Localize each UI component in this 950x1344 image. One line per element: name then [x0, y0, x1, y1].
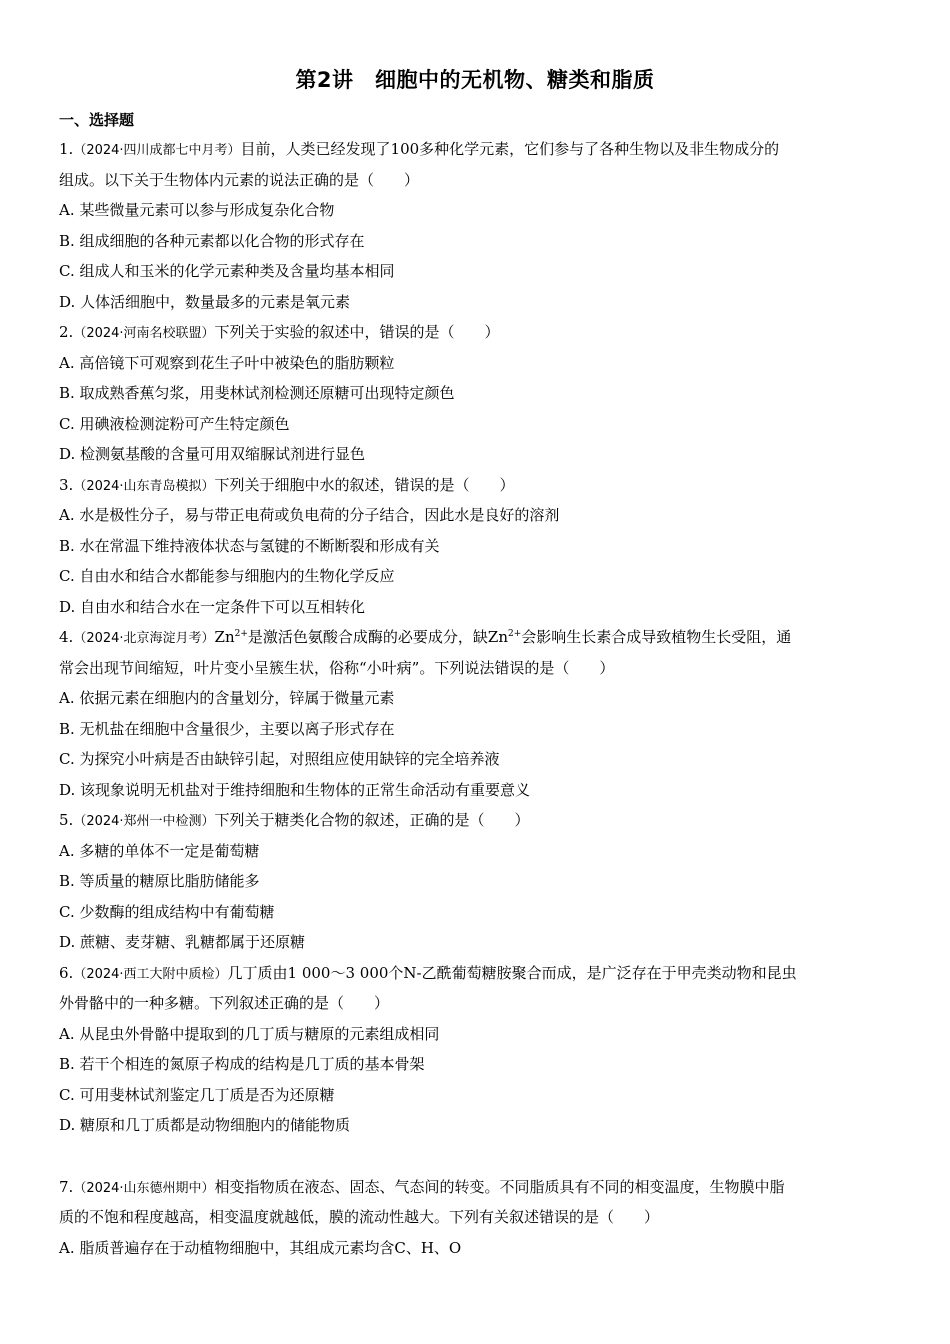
question-text: 是激活色氨酸合成酶的必要成分，缺	[247, 628, 488, 646]
question-6	[59, 958, 891, 1141]
question-text-cont: 会影响生长素合成导致植物生长受阻，通	[521, 628, 792, 646]
option-b[interactable]: B. 若干个相连的氮原子构成的结构是几丁质的基本骨架	[59, 1055, 425, 1073]
option-c[interactable]: C. 用碘液检测淀粉可产生特定颜色	[59, 414, 290, 433]
option-a[interactable]: A. 依据元素在细胞内的含量划分，锌属于微量元素	[59, 689, 395, 707]
question-stem	[59, 470, 891, 501]
option-a[interactable]: A. 某些微量元素可以参与形成复杂化合物	[59, 201, 335, 219]
option-b[interactable]: B. 取成熟香蕉匀浆，用斐林试剂检测还原糖可出现特定颜色	[59, 384, 455, 402]
question-text: 下列关于实验的叙述中，错误的是（ ）	[214, 323, 500, 341]
option-d[interactable]: D. 检测氨基酸的含量可用双缩脲试剂进行显色	[59, 445, 366, 463]
question-source: （2024·河南名校联盟）	[73, 326, 215, 341]
question-5	[59, 805, 891, 958]
option-d[interactable]: D. 蔗糖、麦芽糖、乳糖都属于还原糖	[59, 933, 306, 951]
option-c[interactable]: C. 少数酶的组成结构中有葡萄糖	[59, 902, 275, 921]
option-a[interactable]: A. 脂质普遍存在于动植物细胞中，其组成元素均含C、H、O	[59, 1238, 462, 1257]
option-a[interactable]: A. 水是极性分子，易与带正电荷或负电荷的分子结合，因此水是良好的溶剂	[59, 506, 560, 524]
question-number: 6.	[59, 963, 74, 982]
question-number: 2.	[59, 323, 74, 341]
zinc-charge: 2+	[234, 629, 248, 639]
question-number: 1.	[59, 140, 74, 158]
option-b[interactable]: B. 组成细胞的各种元素都以化合物的形式存在	[59, 231, 365, 250]
option-d[interactable]: D. 人体活细胞中，数量最多的元素是氧元素	[59, 292, 351, 311]
question-list	[59, 134, 891, 1263]
option-c[interactable]: C. 自由水和结合水都能参与细胞内的生物化学反应	[59, 567, 395, 585]
question-number: 3.	[59, 475, 74, 494]
question-source: （2024·山东德州期中）	[73, 1180, 215, 1196]
question-text: 下列关于糖类化合物的叙述，正确的是（ ）	[214, 811, 530, 829]
option-a[interactable]: A. 高倍镜下可观察到花生子叶中被染色的脂肪颗粒	[59, 353, 395, 372]
question-source: （2024·北京海淀月考）	[73, 631, 215, 646]
question-source: （2024·山东青岛模拟）	[73, 478, 215, 494]
question-number: 5.	[59, 811, 74, 829]
question-source: （2024·西工大附中质检）	[73, 966, 228, 982]
question-stem	[59, 958, 891, 989]
option-d[interactable]: D. 自由水和结合水在一定条件下可以互相转化	[59, 597, 366, 616]
question-stem	[59, 317, 891, 348]
question-text: 下列关于细胞中水的叙述，错误的是（ ）	[214, 475, 515, 494]
question-3	[59, 470, 891, 623]
question-text: 目前，人类已经发现了100多种化学元素，它们参与了各种生物以及非生物成分的	[240, 140, 780, 158]
question-stem	[59, 1172, 891, 1203]
spacer	[59, 1141, 891, 1172]
question-stem-cont: 组成。以下关于生物体内元素的说法正确的是（ ）	[59, 170, 420, 189]
question-source: （2024·四川成都七中月考）	[73, 143, 241, 158]
zinc-ion: Zn	[487, 628, 509, 646]
question-text: 相变指物质在液态、固态、气态间的转变。不同脂质具有不同的相变温度，生物膜中脂	[214, 1177, 785, 1196]
question-number: 4.	[59, 628, 74, 646]
option-c[interactable]: C. 可用斐林试剂鉴定几丁质是否为还原糖	[59, 1085, 335, 1104]
question-1	[59, 134, 891, 317]
question-source: （2024·郑州一中检测）	[73, 814, 215, 829]
question-stem	[59, 622, 891, 653]
question-stem	[59, 805, 891, 836]
question-7	[59, 1172, 891, 1264]
option-d[interactable]: D. 该现象说明无机盐对于维持细胞和生物体的正常生命活动有重要意义	[59, 780, 531, 799]
question-stem-cont: 质的不饱和程度越高，相变温度就越低，膜的流动性越大。下列有关叙述错误的是（ ）	[59, 1208, 660, 1226]
option-a[interactable]: A. 多糖的单体不一定是葡萄糖	[59, 841, 260, 860]
section-heading: 一、选择题	[59, 111, 135, 129]
question-stem-cont: 外骨骼中的一种多糖。下列叙述正确的是（ ）	[59, 994, 390, 1012]
zinc-charge: 2+	[508, 629, 522, 639]
question-4	[59, 622, 891, 805]
question-stem-cont: 常会出现节间缩短，叶片变小呈簇生状，俗称“小叶病”。下列说法错误的是（ ）	[59, 658, 615, 677]
question-number: 7.	[59, 1177, 74, 1196]
option-c[interactable]: C. 为探究小叶病是否由缺锌引起，对照组应使用缺锌的完全培养液	[59, 750, 500, 768]
question-stem	[59, 134, 891, 165]
option-b[interactable]: B. 水在常温下维持液体状态与氢键的不断断裂和形成有关	[59, 536, 440, 555]
question-2	[59, 317, 891, 470]
option-c[interactable]: C. 组成人和玉米的化学元素种类及含量均基本相同	[59, 262, 395, 280]
option-d[interactable]: D. 糖原和几丁质都是动物细胞内的储能物质	[59, 1116, 351, 1134]
option-b[interactable]: B. 等质量的糖原比脂肪储能多	[59, 872, 260, 890]
page-title: 第2讲 细胞中的无机物、糖类和脂质	[295, 68, 655, 92]
option-b[interactable]: B. 无机盐在细胞中含量很少，主要以离子形式存在	[59, 719, 395, 738]
question-text: 几丁质由1 000～3 000个N-乙酰葡萄糖胺聚合而成，是广泛存在于甲壳类动物和昆虫	[227, 963, 797, 982]
option-a[interactable]: A. 从昆虫外骨骼中提取到的几丁质与糖原的元素组成相同	[59, 1024, 440, 1043]
zinc-ion: Zn	[214, 628, 235, 646]
